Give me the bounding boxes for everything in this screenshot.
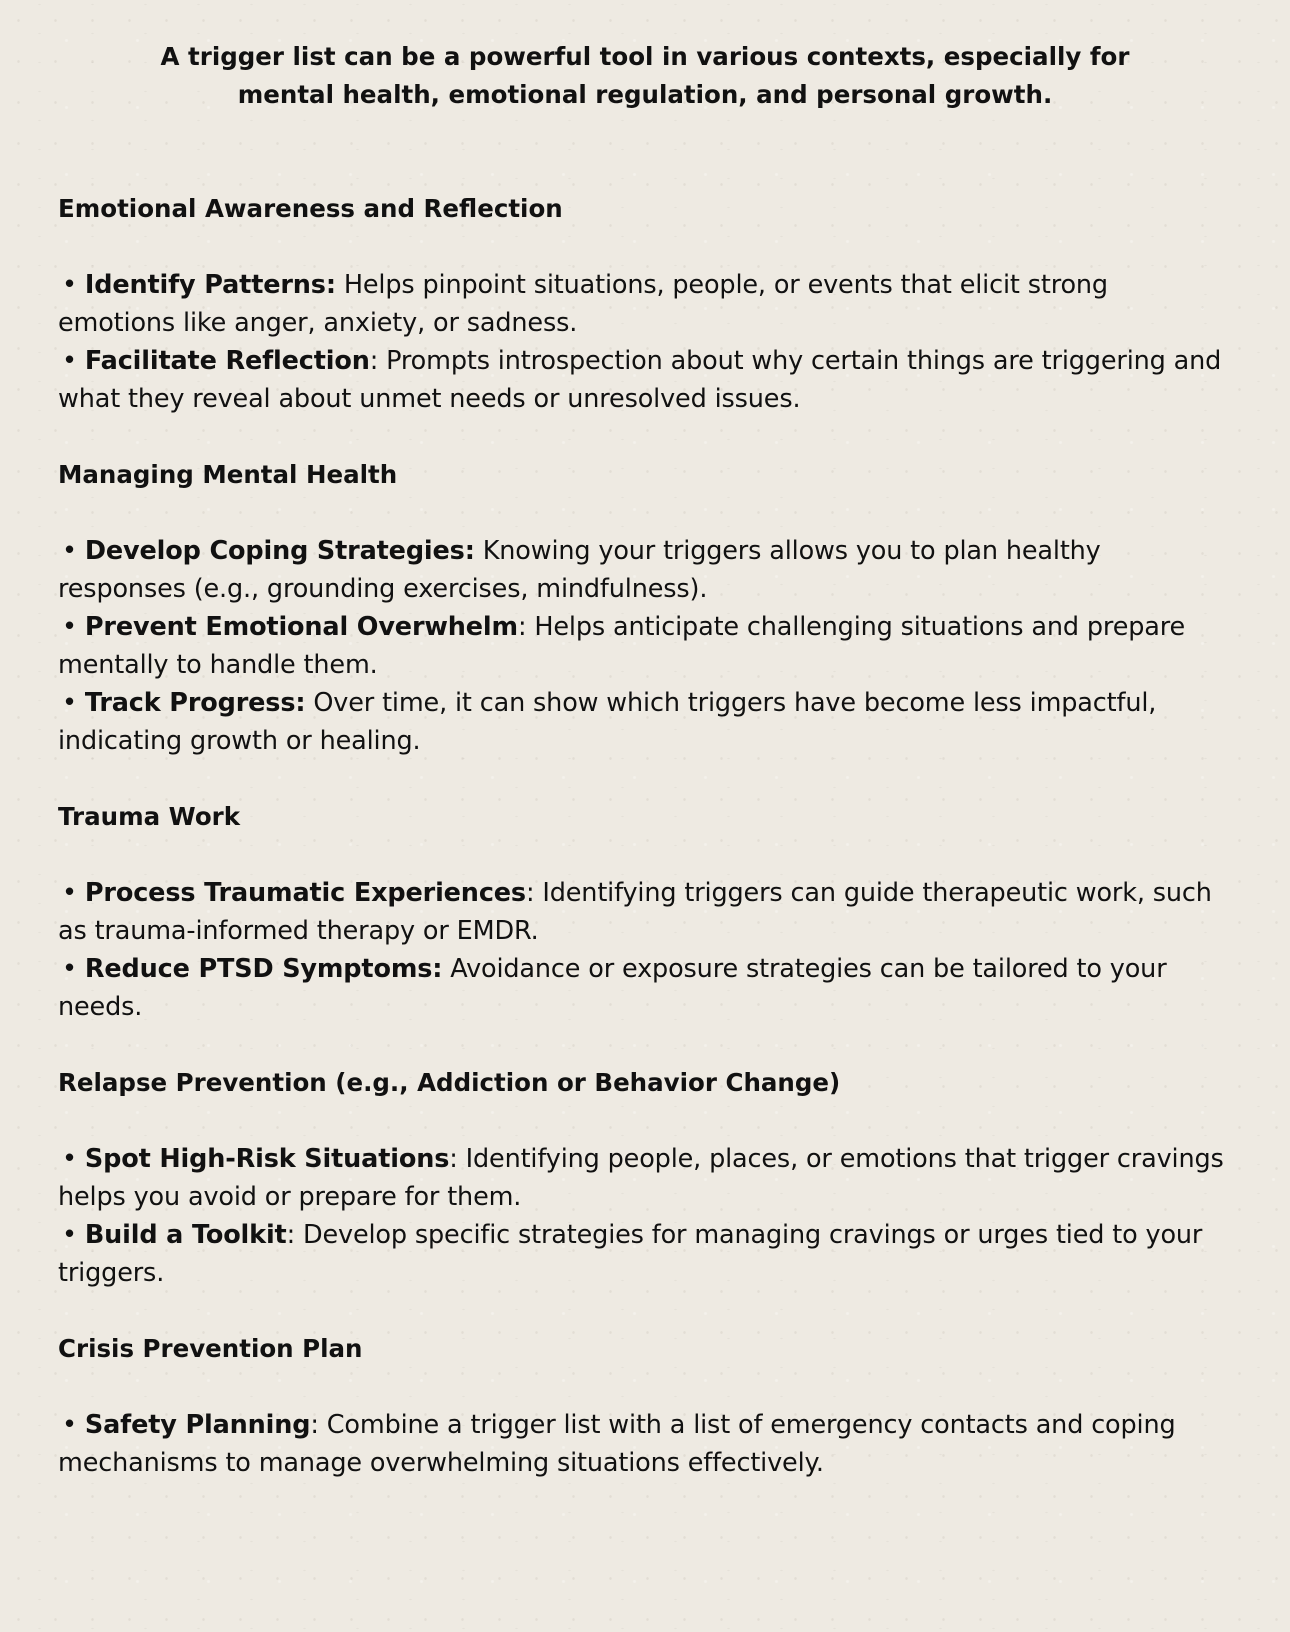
spacer	[58, 1026, 1232, 1064]
bullet-term: Track Progress:	[84, 688, 306, 718]
bullet-term: Facilitate Reflection	[84, 346, 370, 376]
section	[58, 1064, 1232, 1330]
spacer	[58, 760, 1232, 798]
bullet-dot-icon: •	[62, 1410, 77, 1440]
bullet-item	[58, 1216, 1232, 1292]
bullet-description: : Develop specific strategies for managing cravings or urges tied to your triggers.	[58, 1220, 1203, 1288]
bullet-list	[58, 532, 1232, 760]
bullet-item	[58, 950, 1232, 1026]
bullet-term: Spot High-Risk Situations	[84, 1144, 450, 1174]
bullet-description: Knowing your triggers allows you to plan healthy responses (e.g., grounding exercises, mindfulness).	[58, 536, 1101, 604]
bullet-description: : Identifying triggers can guide therapeutic work, such as trauma-informed therapy or EMDR.	[58, 878, 1212, 946]
bullet-dot-icon: •	[62, 536, 77, 566]
bullet-description: : Prompts introspection about why certain things are triggering and what they reveal about unmet needs or unresolved issues.	[58, 346, 1222, 414]
bullet-dot-icon: •	[62, 270, 77, 300]
bullet-item	[58, 874, 1232, 950]
section-heading: Emotional Awareness and Reflection	[58, 194, 563, 223]
section-heading: Managing Mental Health	[58, 460, 398, 489]
spacer	[58, 114, 1232, 190]
section	[58, 798, 1232, 1064]
bullet-term: Safety Planning	[84, 1410, 311, 1440]
spacer	[58, 1292, 1232, 1330]
bullet-description: : Combine a trigger list with a list of emergency contacts and coping mechanisms to manage overwhelming situations effectively.	[58, 1410, 1176, 1478]
intro-paragraph: A trigger list can be a powerful tool in various contexts, especially for mental health, emotional regulation, and personal growth.	[160, 42, 1130, 109]
bullet-list	[58, 266, 1232, 418]
bullet-description: : Helps anticipate challenging situations and prepare mentally to handle them.	[58, 612, 1186, 680]
section-heading: Relapse Prevention (e.g., Addiction or Behavior Change)	[58, 1068, 841, 1097]
bullet-dot-icon: •	[62, 878, 77, 908]
bullet-term: Identify Patterns:	[84, 270, 336, 300]
bullet-dot-icon: •	[62, 346, 77, 376]
bullet-item	[58, 1140, 1232, 1216]
section-heading: Crisis Prevention Plan	[58, 1334, 363, 1363]
bullet-item	[58, 532, 1232, 608]
bullet-item	[58, 342, 1232, 418]
bullet-term: Prevent Emotional Overwhelm	[84, 612, 518, 642]
bullet-description: Avoidance or exposure strategies can be tailored to your needs.	[58, 954, 1167, 1022]
bullet-item	[58, 1406, 1232, 1482]
section-heading: Trauma Work	[58, 802, 241, 831]
bullet-list	[58, 1406, 1232, 1482]
bullet-list	[58, 874, 1232, 1026]
bullet-term: Process Traumatic Experiences	[84, 878, 526, 908]
bullet-description: : Identifying people, places, or emotions that trigger cravings helps you avoid or prepare for them.	[58, 1144, 1224, 1212]
sections-container	[58, 190, 1232, 1482]
bullet-item	[58, 608, 1232, 684]
bullet-item	[58, 266, 1232, 342]
bullet-term: Build a Toolkit	[84, 1220, 287, 1250]
section	[58, 456, 1232, 798]
bullet-term: Develop Coping Strategies:	[84, 536, 475, 566]
bullet-list	[58, 1140, 1232, 1292]
bullet-term: Reduce PTSD Symptoms:	[84, 954, 443, 984]
section	[58, 1330, 1232, 1482]
bullet-dot-icon: •	[62, 688, 77, 718]
bullet-description: Helps pinpoint situations, people, or events that elicit strong emotions like anger, anxiety, or sadness.	[58, 270, 1108, 338]
bullet-dot-icon: •	[62, 612, 77, 642]
bullet-dot-icon: •	[62, 954, 77, 984]
bullet-item	[58, 684, 1232, 760]
bullet-description: Over time, it can show which triggers have become less impactful, indicating growth or healing.	[58, 688, 1157, 756]
bullet-dot-icon: •	[62, 1144, 77, 1174]
bullet-dot-icon: •	[62, 1220, 77, 1250]
spacer	[58, 418, 1232, 456]
section	[58, 190, 1232, 456]
